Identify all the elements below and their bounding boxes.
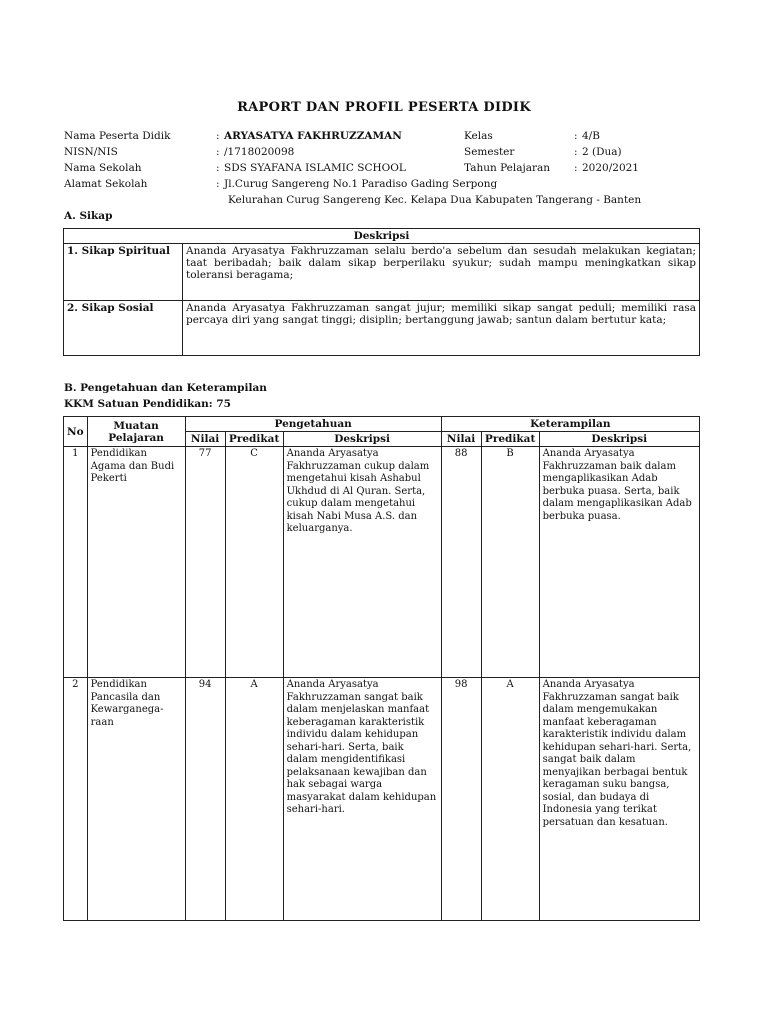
- table-row: [64, 244, 700, 301]
- row-no: 1: [64, 447, 88, 678]
- k-deskripsi-header: Deskripsi: [539, 432, 699, 447]
- info-row-name: [64, 128, 704, 144]
- info-row-address: [64, 176, 704, 192]
- row-k-predikat: B: [481, 447, 539, 678]
- tahun-value: 2020/2021: [582, 162, 639, 174]
- colon: :: [216, 178, 220, 190]
- colon: :: [216, 162, 220, 174]
- row-p-predikat: C: [225, 447, 283, 678]
- colon: :: [574, 130, 578, 142]
- info-row-nisn: [64, 144, 704, 160]
- row-subject: Pendidikan Agama dan Budi Pekerti: [87, 447, 185, 678]
- semester-value: 2 (Dua): [582, 146, 622, 158]
- address-label: Alamat Sekolah: [64, 178, 148, 190]
- p-nilai-header: Nilai: [185, 432, 225, 447]
- table-row: [64, 678, 700, 921]
- row-p-nilai: 77: [185, 447, 225, 678]
- sikap-name: 2. Sikap Sosial: [64, 301, 183, 356]
- student-info: [64, 128, 704, 208]
- kelas-value: 4/B: [582, 130, 600, 142]
- sikap-desc: Ananda Aryasatya Fakhruzzaman sangat jujur; memiliki sikap sangat peduli; memiliki rasa percaya diri yang sangat tinggi; disiplin; bertanggung jawab; santun dalam bertutur kata;: [183, 301, 700, 356]
- name-value: ARYASATYA FAKHRUZZAMAN: [224, 130, 402, 142]
- sikap-header-row: [64, 229, 700, 244]
- keterampilan-header: Keterampilan: [441, 417, 699, 432]
- pengetahuan-header: Pengetahuan: [185, 417, 441, 432]
- nilai-table: [63, 416, 700, 921]
- kelas-label: Kelas: [464, 130, 493, 142]
- page-title: RAPORT DAN PROFIL PESERTA DIDIK: [237, 100, 531, 115]
- kkm-text: KKM Satuan Pendidikan: 75: [64, 398, 231, 410]
- address-line2: Kelurahan Curug Sangereng Kec. Kelapa Dua Kabupaten Tangerang - Banten: [228, 194, 642, 206]
- table-row: [64, 301, 700, 356]
- row-subject: Pendidikan Pancasila dan Kewarganega-raan: [87, 678, 185, 921]
- row-k-deskripsi: Ananda Aryasatya Fakhruzzaman sangat baik dalam mengemukakan manfaat keberagaman karakteristik individu dalam kehidupan sehari-hari. Serta, sangat baik dalam menyajikan berbagai bentuk keragaman suku bangsa, sosial, dan budaya di Indonesia yang terikat persatuan dan kesatuan.: [539, 678, 699, 921]
- row-p-deskripsi: Ananda Aryasatya Fakhruzzaman sangat baik dalam menjelaskan manfaat keberagaman karakteristik individu dalam kehidupan sehari-hari. Serta, baik dalam mengidentifikasi pelaksanaan kewajiban dan hak sebagai warga masyarakat dalam kehidupan sehari-hari.: [283, 678, 441, 921]
- row-k-nilai: 98: [441, 678, 481, 921]
- no-header: No: [64, 417, 88, 447]
- sikap-header: Deskripsi: [64, 229, 700, 244]
- p-deskripsi-header: Deskripsi: [283, 432, 441, 447]
- sikap-desc: Ananda Aryasatya Fakhruzzaman selalu berdo'a sebelum dan sesudah melakukan kegiatan; taat beribadah; baik dalam sikap berperilaku syukur; sudah mampu meningkatkan sikap toleransi beragama;: [183, 244, 700, 301]
- k-nilai-header: Nilai: [441, 432, 481, 447]
- sikap-table: [63, 228, 700, 356]
- colon: :: [574, 162, 578, 174]
- row-k-deskripsi: Ananda Aryasatya Fakhruzzaman baik dalam mengaplikasikan Adab berbuka puasa. Serta, baik dalam mengaplikasikan Adab berbuka puasa.: [539, 447, 699, 678]
- muatan-header: Muatan Pelajaran: [87, 417, 185, 447]
- name-label: Nama Peserta Didik: [64, 130, 171, 142]
- table-row: [64, 447, 700, 678]
- address-line1: Jl.Curug Sangereng No.1 Paradiso Gading Serpong: [224, 178, 498, 190]
- nilai-header-row-1: [64, 417, 700, 432]
- p-predikat-header: Predikat: [225, 432, 283, 447]
- row-p-deskripsi: Ananda Aryasatya Fakhruzzaman cukup dalam mengetahui kisah Ashabul Ukhdud di Al Quran. Serta, cukup dalam mengetahui kisah Nabi Musa A.S. dan keluarganya.: [283, 447, 441, 678]
- row-p-predikat: A: [225, 678, 283, 921]
- colon: :: [216, 146, 220, 158]
- school-label: Nama Sekolah: [64, 162, 142, 174]
- nisn-value: /1718020098: [224, 146, 295, 158]
- colon: :: [216, 130, 220, 142]
- row-k-predikat: A: [481, 678, 539, 921]
- k-predikat-header: Predikat: [481, 432, 539, 447]
- row-p-nilai: 94: [185, 678, 225, 921]
- row-k-nilai: 88: [441, 447, 481, 678]
- section-a-heading: A. Sikap: [64, 210, 113, 222]
- school-value: SDS SYAFANA ISLAMIC SCHOOL: [224, 162, 406, 174]
- tahun-label: Tahun Pelajaran: [464, 162, 551, 174]
- info-row-school: [64, 160, 704, 176]
- nisn-label: NISN/NIS: [64, 146, 118, 158]
- sikap-name: 1. Sikap Spiritual: [64, 244, 183, 301]
- colon: :: [574, 146, 578, 158]
- section-b-heading: B. Pengetahuan dan Keterampilan: [64, 382, 267, 394]
- info-row-address-2: [64, 192, 704, 208]
- row-no: 2: [64, 678, 88, 921]
- semester-label: Semester: [464, 146, 515, 158]
